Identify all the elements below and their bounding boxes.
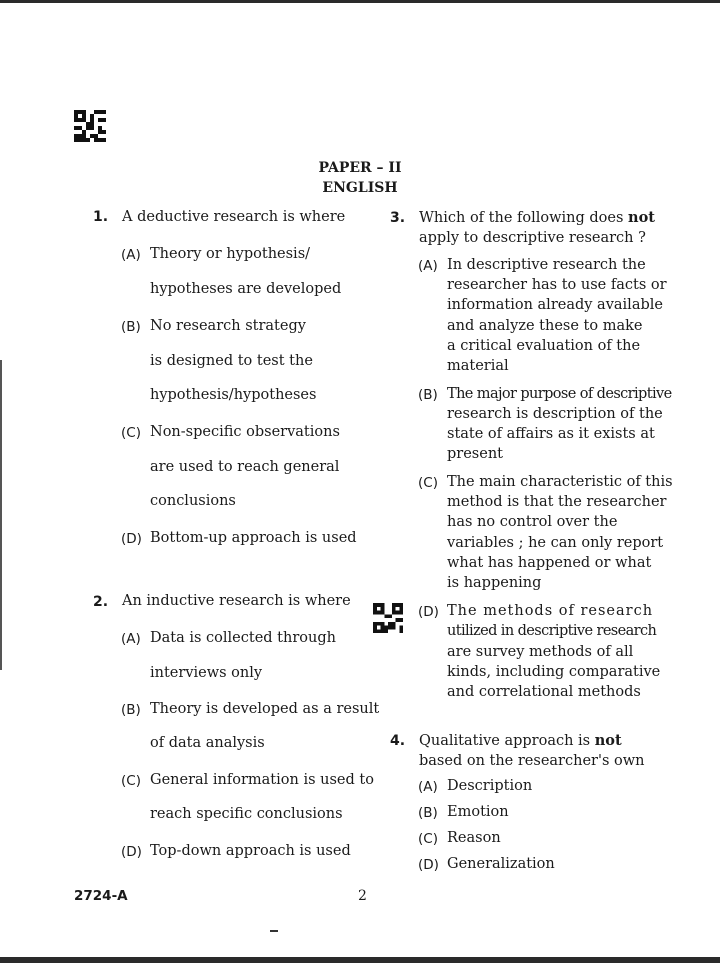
- scan-edge: [0, 360, 2, 670]
- q1-option-d-line1: Bottom-up approach is used: [150, 530, 357, 546]
- q3-option-b-line2: research is description of the: [447, 406, 663, 422]
- q4-option-d-line1: Generalization: [447, 856, 555, 872]
- q3-option-b-line1: The major purpose of descriptive: [447, 386, 672, 402]
- q4-option-b-label: (B): [418, 805, 438, 821]
- q3-option-a-line1: In descriptive research the: [447, 257, 646, 273]
- question-4-stem-line2: based on the researcher's own: [419, 753, 645, 769]
- qr-code-icon: [373, 603, 403, 633]
- q2-option-a-line2: interviews only: [150, 665, 263, 681]
- q1-option-b-line1: No research strategy: [150, 318, 306, 334]
- q3-option-d-line5: and correlational methods: [447, 684, 641, 700]
- q3-option-c-label: (C): [418, 475, 438, 491]
- q4-option-d-label: (D): [418, 857, 439, 873]
- q2-option-c-line1: General information is used to: [150, 772, 374, 788]
- q3-option-a-line2: researcher has to use facts or: [447, 277, 667, 293]
- q2-option-b-line2: of data analysis: [150, 735, 265, 751]
- q4-option-a-label: (A): [418, 779, 438, 795]
- question-3-number: 3.: [390, 210, 406, 226]
- q4-option-b-line1: Emotion: [447, 804, 509, 820]
- q2-option-b-line1: Theory is developed as a result: [150, 701, 380, 717]
- question-1-stem: A deductive research is where: [122, 209, 346, 225]
- qr-code-icon: [74, 110, 106, 142]
- q3-option-a-line4: and analyze these to make: [447, 318, 643, 334]
- q1-option-d-label: (D): [121, 531, 142, 547]
- page-number: 2: [358, 888, 367, 904]
- question-4-number: 4.: [390, 733, 406, 749]
- q3-option-a-line5: a critical evaluation of the: [447, 338, 641, 354]
- paper-title: PAPER – II: [318, 160, 402, 176]
- bottom-border: [0, 957, 720, 963]
- q3-option-c-line4: variables ; he can only report: [447, 535, 664, 551]
- question-3-not-emphasis: not: [628, 209, 655, 226]
- question-3-stem-line1: [419, 209, 655, 226]
- q3-option-c-line1: The main characteristic of this: [447, 474, 673, 490]
- q1-option-a-line2: hypotheses are developed: [150, 281, 342, 297]
- q1-option-a-label: (A): [121, 247, 141, 263]
- question-4-stem-text: Qualitative approach is: [419, 733, 595, 749]
- q3-option-a-label: (A): [418, 258, 438, 274]
- scan-mark: [270, 930, 278, 932]
- q1-option-c-line1: Non-specific observations: [150, 424, 340, 440]
- q1-option-c-line3: conclusions: [150, 493, 236, 509]
- q4-option-c-label: (C): [418, 831, 438, 847]
- q2-option-a-label: (A): [121, 631, 141, 647]
- question-2-number: 2.: [93, 594, 109, 610]
- q3-option-a-line6: material: [447, 358, 509, 374]
- q3-option-d-line3: are survey methods of all: [447, 644, 634, 660]
- question-2-stem: An inductive research is where: [122, 593, 351, 609]
- q2-option-b-label: (B): [121, 702, 141, 718]
- q3-option-b-line4: present: [447, 446, 503, 462]
- q3-option-c-line5: what has happened or what: [447, 555, 652, 571]
- q4-option-c-line1: Reason: [447, 830, 501, 846]
- question-3-stem-text: Which of the following does: [419, 210, 629, 226]
- q4-option-a-line1: Description: [447, 778, 533, 794]
- q3-option-a-line3: information already available: [447, 297, 663, 313]
- q3-option-b-label: (B): [418, 387, 438, 403]
- question-4-stem-line1: [419, 732, 622, 749]
- q3-option-d-line2: utilized in descriptive research: [447, 623, 657, 639]
- q1-option-b-label: (B): [121, 319, 141, 335]
- q2-option-c-label: (C): [121, 773, 141, 789]
- question-3-stem-line2: apply to descriptive research ?: [419, 230, 646, 246]
- q1-option-c-line2: are used to reach general: [150, 459, 340, 475]
- q2-option-d-label: (D): [121, 844, 142, 860]
- q3-option-d-line1: The methods of research: [447, 603, 654, 619]
- question-1-number: 1.: [93, 209, 109, 225]
- q2-option-d-line1: Top-down approach is used: [150, 843, 351, 859]
- q1-option-b-line3: hypothesis/hypotheses: [150, 387, 317, 403]
- subject-title: ENGLISH: [322, 180, 398, 196]
- q3-option-d-line4: kinds, including comparative: [447, 664, 661, 680]
- q3-option-c-line2: method is that the researcher: [447, 494, 667, 510]
- q3-option-c-line3: has no control over the: [447, 514, 618, 530]
- booklet-code: 2724-A: [74, 888, 128, 904]
- q1-option-b-line2: is designed to test the: [150, 353, 313, 369]
- q3-option-b-line3: state of affairs as it exists at: [447, 426, 655, 442]
- top-border: [0, 0, 720, 3]
- q2-option-c-line2: reach specific conclusions: [150, 806, 343, 822]
- q3-option-c-line6: is happening: [447, 575, 542, 591]
- q1-option-c-label: (C): [121, 425, 141, 441]
- question-4-not-emphasis: not: [594, 732, 622, 749]
- q3-option-d-label: (D): [418, 604, 439, 620]
- q1-option-a-line1: Theory or hypothesis/: [150, 246, 311, 262]
- q2-option-a-line1: Data is collected through: [150, 630, 336, 646]
